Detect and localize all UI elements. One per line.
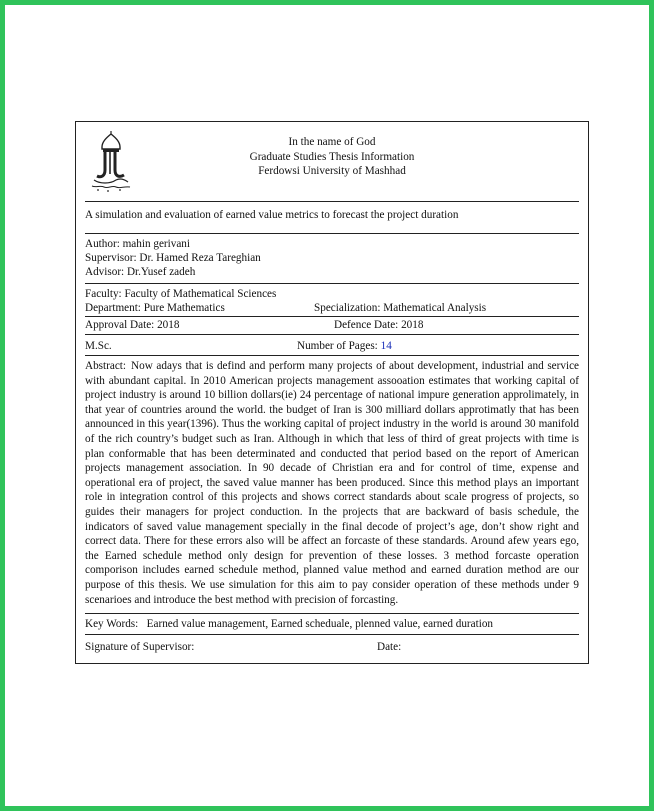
specialization-line: Specialization: Mathematical Analysis bbox=[314, 302, 487, 314]
date-label: Date: bbox=[377, 641, 402, 653]
divider bbox=[85, 233, 579, 234]
defence-date: Defence Date: 2018 bbox=[334, 319, 424, 331]
document-header bbox=[76, 135, 588, 179]
number-of-pages bbox=[297, 339, 392, 353]
divider bbox=[85, 283, 579, 284]
thesis-info-box bbox=[75, 121, 589, 664]
divider bbox=[85, 316, 579, 317]
divider bbox=[85, 634, 579, 635]
approval-date: Approval Date: 2018 bbox=[85, 319, 180, 331]
divider bbox=[85, 613, 579, 614]
abstract bbox=[85, 359, 579, 607]
pages-label: Number of Pages: bbox=[297, 340, 378, 352]
divider bbox=[85, 355, 579, 356]
keywords-value: Earned value management, Earned scheduale, plenned value, earned duration bbox=[146, 618, 494, 630]
degree-label: M.Sc. bbox=[85, 340, 112, 352]
advisor-line: Advisor: Dr.Yusef zadeh bbox=[85, 266, 196, 278]
author-line: Author: mahin gerivani bbox=[85, 238, 191, 250]
divider bbox=[85, 334, 579, 335]
keywords-label: Key Words: bbox=[85, 618, 139, 630]
signature-label: Signature of Supervisor: bbox=[85, 641, 195, 653]
faculty-line: Faculty: Faculty of Mathematical Sciences bbox=[85, 288, 277, 300]
header-line-info: Graduate Studies Thesis Information bbox=[249, 150, 415, 163]
keywords-line bbox=[85, 617, 493, 631]
supervisor-line: Supervisor: Dr. Hamed Reza Tareghian bbox=[85, 252, 261, 264]
abstract-label: Abstract: bbox=[85, 360, 127, 372]
header-line-god: In the name of God bbox=[288, 136, 376, 148]
header-line-university: Ferdowsi University of Mashhad bbox=[258, 165, 406, 178]
thesis-title: A simulation and evaluation of earned value metrics to forecast the project duration bbox=[85, 209, 459, 221]
abstract-text: Now adays that is defind and perform many projects of about development, industrial and service with abundant capital. In 2010 American projects management assooation estimates that working capital of project industry is around 10 billion dollars(ie) 24 percentage of national impure generation approlimately, in that year of countries around the world. the budget of Iran is 300 milliard dollars approtimatly that has been announced in this year(1396). Thus the working capital of project industry in the world is around 30 manifold of the rich country’s budget such as Iran. Although in which that less of third of great projects with time is plan conformable that has been determinated and conducted that period based on the report of American projects management association. In 90 decade of Christian era and for control of time, expense and operational era of project, the saved value manner has been produced. Since this method plays an important role in integration control of this projects and shows correct standards about scale progress of projects, so guides their managers for project conduction. In the projects that are backward of basis schedule, the indicators of saved value management specially in the final decode of project’s age, don’t show right and correct data. There for these errors also will be affect an forcaste of these standards. Around afew years ego, the Earned schedule method only design for prevention of these losses. 3 method forcaste operation comporison includes earned schedule method, planned value method and earned duration method are our purpose of this thesis. We use simulation for this aim to pay consider operation of these methods under 9 scenarioes and introduce the best method with precision of forcasting. bbox=[85, 360, 579, 606]
pages-value[interactable]: 14 bbox=[380, 340, 392, 352]
divider bbox=[85, 201, 579, 202]
department-line: Department: Pure Mathematics bbox=[85, 302, 225, 314]
